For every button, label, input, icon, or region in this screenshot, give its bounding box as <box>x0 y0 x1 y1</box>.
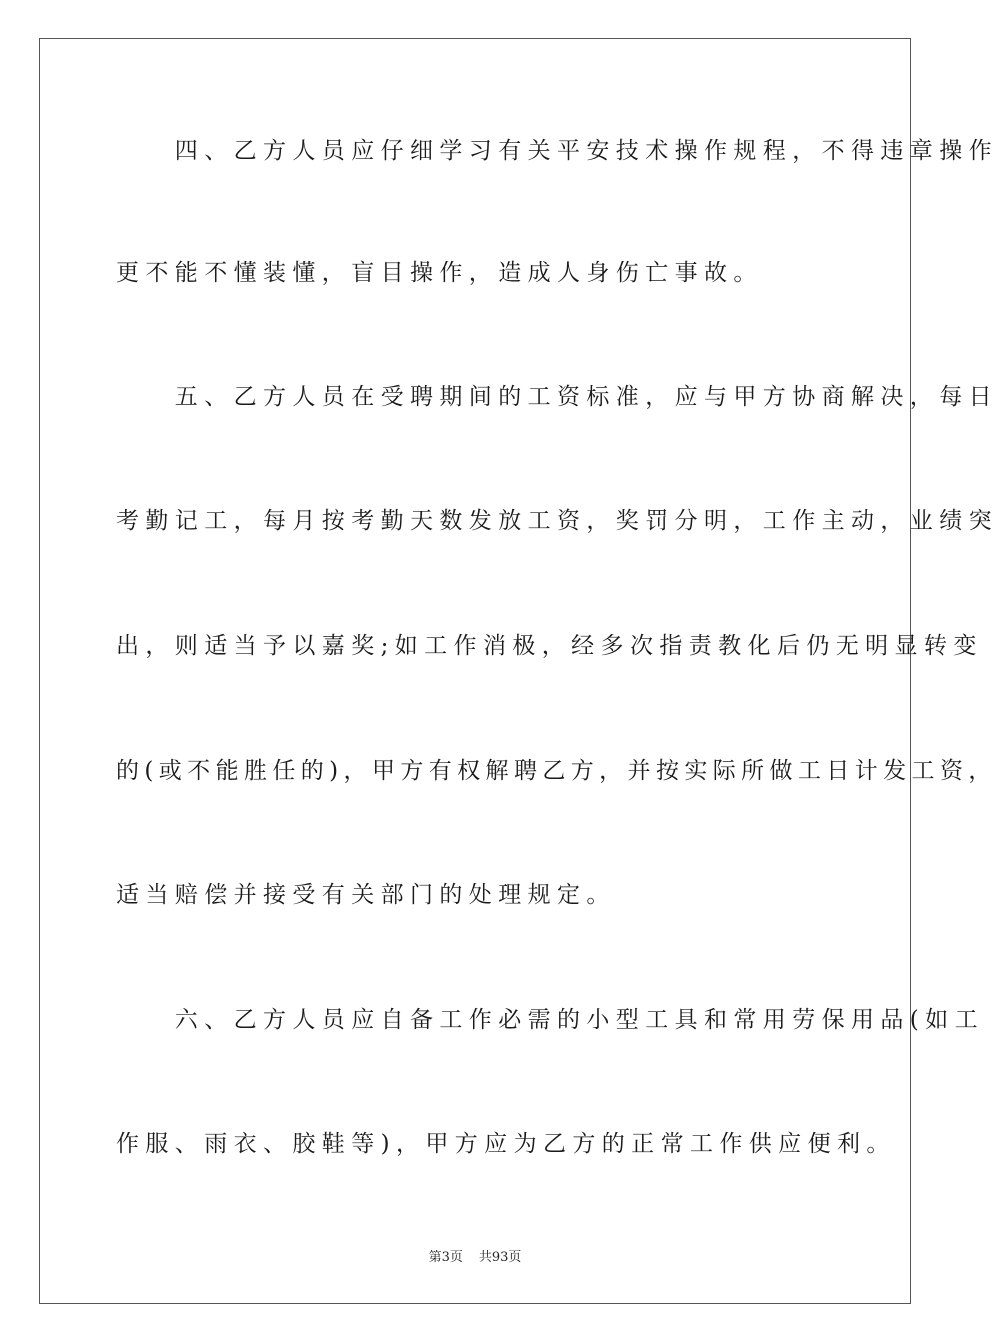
text-line-4: 考勤记工，每月按考勤天数发放工资，奖罚分明，工作主动，业绩突 <box>116 508 998 534</box>
text-line-5: 出，则适当予以嘉奖;如工作消极，经多次指责教化后仍无明显转变 <box>116 633 983 659</box>
page-border <box>39 38 998 1304</box>
text-line-9: 作服、雨衣、胶鞋等)，甲方应为乙方的正常工作供应便利。 <box>116 1131 896 1157</box>
page-number: 第3页 <box>428 1250 463 1265</box>
text-line-2: 更不能不懂装懂，盲目操作，造成人身伤亡事故。 <box>116 260 763 286</box>
page-footer <box>0 1246 950 1265</box>
text-line-6: 的(或不能胜任的)，甲方有权解聘乙方，并按实际所做工日计发工资， <box>116 758 997 784</box>
text-line-8: 六、乙方人员应自备工作必需的小型工具和常用劳保用品(如工 <box>116 1007 984 1033</box>
text-line-1: 四、乙方人员应仔细学习有关平安技术操作规程，不得违章操作 <box>116 138 998 164</box>
text-line-3: 五、乙方人员在受聘期间的工资标准，应与甲方协商解决，每日 <box>116 384 998 410</box>
total-pages: 共93页 <box>478 1250 522 1265</box>
text-line-7: 适当赔偿并接受有关部门的处理规定。 <box>116 882 616 908</box>
